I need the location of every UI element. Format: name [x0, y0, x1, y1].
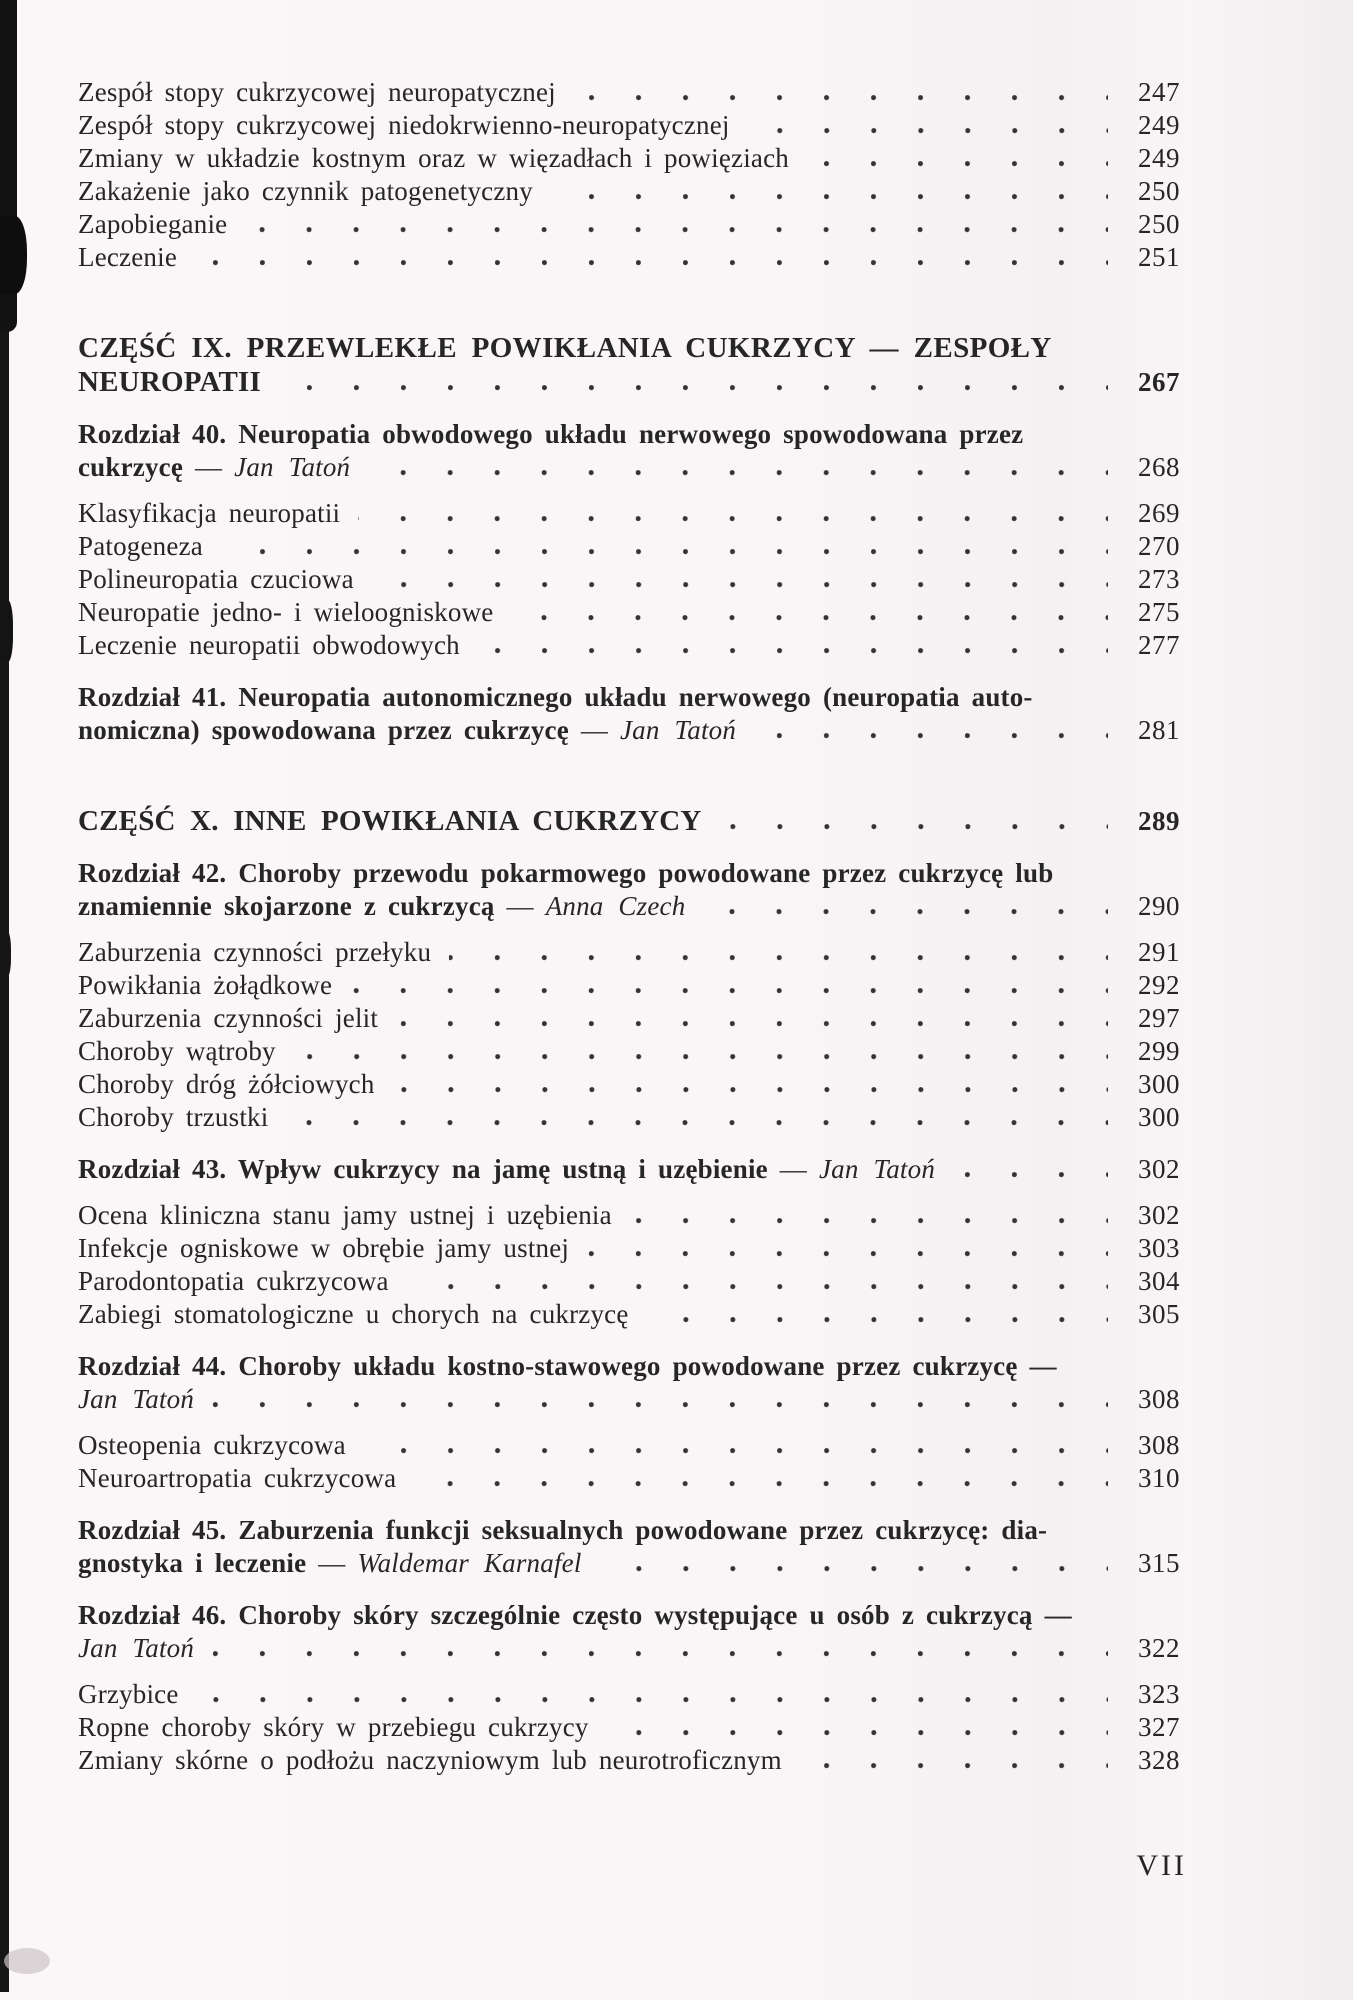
toc-page-number: 303: [1138, 1233, 1180, 1263]
dot-leader: [600, 1547, 1108, 1580]
dot-leader: [195, 241, 1108, 274]
toc-page-number: 275: [1138, 597, 1180, 627]
toc-item-group: [78, 1429, 1180, 1495]
toc-entry-text: Klasyfikacja neuropatii: [78, 498, 341, 528]
dot-leader: [197, 1678, 1108, 1711]
dot-leader: [279, 365, 1108, 399]
toc-page-number: 302: [1138, 1154, 1180, 1184]
dot-leader: [368, 451, 1108, 484]
toc-entry-text: Zmiany skórne o podłożu naczyniowym lub neurotroficznym: [78, 1745, 782, 1775]
table-of-contents: [78, 76, 1180, 1777]
toc-page-number: 308: [1138, 1430, 1180, 1460]
chapter-entry-text: Jan Tatoń: [78, 1384, 195, 1414]
chapter-entry-line: Rozdział 41. Neuropatia autonomicznego układu nerwowego (neuropatia auto-: [78, 682, 1033, 712]
toc-entry: [78, 142, 1180, 175]
toc-page-number: 308: [1138, 1384, 1180, 1414]
chapter-entry: [78, 1153, 1180, 1186]
chapter-entry: [78, 451, 1180, 484]
toc-entry: [78, 1462, 1180, 1495]
chapter-entry-text: Rozdział 43. Wpływ cukrzycy na jamę ustną i uzębienie: [78, 1154, 768, 1184]
toc-item-group: [78, 497, 1180, 662]
chapter-entry: [78, 1350, 1180, 1416]
chapter-entry-text: —: [494, 891, 546, 921]
toc-entry: [78, 629, 1180, 662]
toc-entry: [78, 109, 1180, 142]
dot-leader: [358, 497, 1108, 530]
toc-page-number: 277: [1138, 630, 1180, 660]
chapter-entry: [78, 418, 1180, 484]
toc-page-number: 310: [1138, 1463, 1180, 1493]
scan-smudge: [4, 1948, 50, 1974]
chapter-entry: [78, 1383, 1180, 1416]
chapter-entry-line: Rozdział 44. Choroby układu kostno-stawowego powodowane przez cukrzycę —: [78, 1351, 1057, 1381]
toc-entry: [78, 1199, 1180, 1232]
toc-entry-text: Powikłania żołądkowe: [78, 970, 333, 1000]
dot-leader: [393, 1068, 1108, 1101]
toc-page-number: 269: [1138, 498, 1180, 528]
chapter-entry: [78, 890, 1180, 923]
toc-entry: [78, 563, 1180, 596]
dot-leader: [286, 1101, 1108, 1134]
toc-entry: [78, 76, 1180, 109]
toc-entry: [78, 1429, 1180, 1462]
toc-page-number: 299: [1138, 1036, 1180, 1066]
toc-entry-text: Zapobieganie: [78, 209, 228, 239]
chapter-entry: [78, 681, 1180, 747]
dot-leader: [449, 936, 1108, 969]
chapter-entry: [78, 1514, 1180, 1580]
toc-entry-text: Neuropatie jedno- i wieloogniskowe: [78, 597, 494, 627]
chapter-entry-line: Rozdział 45. Zaburzenia funkcji seksualnych powodowane przez cukrzycę: dia-: [78, 1515, 1048, 1545]
toc-page-number: 289: [1138, 806, 1180, 836]
dot-leader: [953, 1153, 1108, 1186]
toc-page-number: 327: [1138, 1712, 1180, 1742]
chapter-entry: [78, 1547, 1180, 1580]
toc-page-number: 323: [1138, 1679, 1180, 1709]
toc-page-number: 291: [1138, 937, 1180, 967]
toc-page-number: 304: [1138, 1266, 1180, 1296]
toc-entry: [78, 175, 1180, 208]
toc-page-number: 322: [1138, 1633, 1180, 1663]
toc-entry-text: Ropne choroby skóry w przebiegu cukrzycy: [78, 1712, 589, 1742]
chapter-entry-text: cukrzycę: [78, 452, 184, 482]
chapter-entry-text: znamiennie skojarzone z cukrzycą: [78, 891, 495, 921]
toc-entry-text: Choroby trzustki: [78, 1102, 269, 1132]
toc-entry: [78, 1265, 1180, 1298]
toc-page-number: 268: [1138, 452, 1180, 482]
part-heading-text: CZĘŚĆ X. INNE POWIKŁANIA CUKRZYCY: [78, 805, 702, 837]
chapter-entry: [78, 1599, 1180, 1665]
toc-item-group: [78, 1199, 1180, 1331]
dot-leader: [212, 1632, 1108, 1665]
toc-entry: [78, 1711, 1180, 1744]
part-heading: [78, 804, 1180, 838]
chapter-entry-text: Jan Tatoń: [234, 452, 351, 482]
toc-entry-text: Choroby wątroby: [78, 1036, 276, 1066]
toc-page-number: 300: [1138, 1102, 1180, 1132]
chapter-entry-line: Rozdział 40. Neuropatia obwodowego układu nerwowego spowodowana przez: [78, 419, 1024, 449]
chapter-entry-text: —: [183, 452, 235, 482]
binding-shadow-blob: [0, 216, 27, 294]
toc-page-number: 292: [1138, 970, 1180, 1000]
toc-page-number: 251: [1138, 242, 1180, 272]
part-heading-text: NEUROPATII: [78, 366, 261, 398]
dot-leader: [748, 109, 1108, 142]
toc-entry-text: Zmiany w układzie kostnym oraz w więzadłach i powięziach: [78, 143, 789, 173]
toc-entry-text: Zespół stopy cukrzycowej neuropatycznej: [78, 77, 556, 107]
toc-entry: [78, 1101, 1180, 1134]
dot-leader: [414, 1462, 1108, 1495]
toc-page-number: 247: [1138, 77, 1180, 107]
dot-leader: [294, 1035, 1108, 1068]
dot-leader: [551, 175, 1108, 208]
part-heading: [78, 365, 1180, 399]
toc-entry-text: Ocena kliniczna stanu jamy ustnej i uzębienia: [78, 1200, 612, 1230]
toc-page-number: 249: [1138, 143, 1180, 173]
chapter-entry-text: Waldemar Karnafel: [357, 1548, 582, 1578]
toc-page-number: 273: [1138, 564, 1180, 594]
toc-page-number: 267: [1138, 367, 1180, 397]
toc-entry: [78, 1068, 1180, 1101]
toc-entry: [78, 596, 1180, 629]
dot-leader: [364, 1429, 1108, 1462]
toc-entry-text: Osteopenia cukrzycowa: [78, 1430, 346, 1460]
dot-leader: [587, 1232, 1108, 1265]
chapter-entry-line: Rozdział 46. Choroby skóry szczególnie często występujące u osób z cukrzycą —: [78, 1600, 1072, 1630]
dot-leader: [221, 530, 1108, 563]
toc-entry: [78, 1232, 1180, 1265]
toc-page-number: 328: [1138, 1745, 1180, 1775]
chapter-entry-text: Jan Tatoń: [620, 715, 737, 745]
chapter-entry: [78, 857, 1180, 923]
dot-leader: [630, 1199, 1108, 1232]
toc-item-group: [78, 1678, 1180, 1777]
chapter-entry-text: nomiczna) spowodowana przez cukrzycę: [78, 715, 569, 745]
toc-entry-text: Zabiegi stomatologiczne u chorych na cukrzycę: [78, 1299, 629, 1329]
binding-shadow-blob: [0, 930, 11, 978]
dot-leader: [372, 563, 1108, 596]
toc-page-number: 305: [1138, 1299, 1180, 1329]
toc-entry: [78, 936, 1180, 969]
toc-entry-text: Zespół stopy cukrzycowej niedokrwienno-neuropatycznej: [78, 110, 730, 140]
toc-page-number: 302: [1138, 1200, 1180, 1230]
toc-page-number: 250: [1138, 176, 1180, 206]
chapter-entry-text: Jan Tatoń: [818, 1154, 936, 1184]
page-number-folio: VII: [1136, 1849, 1187, 1882]
toc-entry-text: Patogeneza: [78, 531, 203, 561]
toc-entry: [78, 1744, 1180, 1777]
chapter-entry-text: gnostyka i leczenie: [78, 1548, 307, 1578]
dot-leader: [212, 1383, 1108, 1416]
dot-leader: [511, 596, 1108, 629]
toc-page-number: 281: [1138, 715, 1180, 745]
chapter-entry: [78, 1153, 1180, 1186]
toc-entry: [78, 497, 1180, 530]
toc-item-group: [78, 936, 1180, 1134]
toc-page-number: 249: [1138, 110, 1180, 140]
toc-page-number: 315: [1138, 1548, 1180, 1578]
dot-leader: [407, 1265, 1108, 1298]
toc-entry: [78, 1035, 1180, 1068]
toc-page-number: 290: [1138, 891, 1180, 921]
toc-entry: [78, 530, 1180, 563]
toc-page-number: 297: [1138, 1003, 1180, 1033]
part-heading: [78, 804, 1180, 838]
dot-leader: [754, 714, 1108, 747]
dot-leader: [350, 969, 1108, 1002]
toc-entry-text: Zaburzenia czynności jelit: [78, 1003, 379, 1033]
toc-entry-text: Choroby dróg żółciowych: [78, 1069, 375, 1099]
dot-leader: [396, 1002, 1108, 1035]
part-heading: [78, 331, 1180, 399]
toc-page-number: 300: [1138, 1069, 1180, 1099]
dot-leader: [800, 1744, 1108, 1777]
toc-entry-text: Polineuropatia czuciowa: [78, 564, 354, 594]
chapter-entry-text: —: [767, 1154, 819, 1184]
toc-entry-text: Infekcje ogniskowe w obrębie jamy ustnej: [78, 1233, 570, 1263]
toc-entry: [78, 1678, 1180, 1711]
toc-entry-text: Leczenie: [78, 242, 178, 272]
toc-entry-text: Zaburzenia czynności przełyku: [78, 937, 432, 967]
toc-entry: [78, 1002, 1180, 1035]
toc-item-group: [78, 76, 1180, 274]
dot-leader: [647, 1298, 1108, 1331]
dot-leader: [607, 1711, 1108, 1744]
dot-leader: [720, 804, 1108, 838]
toc-entry-text: Grzybice: [78, 1679, 179, 1709]
chapter-entry-line: Rozdział 42. Choroby przewodu pokarmowego powodowane przez cukrzycę lub: [78, 858, 1054, 888]
toc-page-number: 270: [1138, 531, 1180, 561]
chapter-entry-text: —: [568, 715, 620, 745]
chapter-entry-text: —: [306, 1548, 358, 1578]
toc-entry-text: Neuroartropatia cukrzycowa: [78, 1463, 397, 1493]
toc-entry: [78, 241, 1180, 274]
dot-leader: [478, 629, 1108, 662]
toc-entry: [78, 969, 1180, 1002]
chapter-entry: [78, 1632, 1180, 1665]
toc-entry-text: Leczenie neuropatii obwodowych: [78, 630, 460, 660]
chapter-entry-text: Jan Tatoń: [78, 1633, 195, 1663]
chapter-entry-text: Anna Czech: [545, 891, 686, 921]
dot-leader: [703, 890, 1108, 923]
toc-entry-text: Zakażenie jako czynnik patogenetyczny: [78, 176, 533, 206]
chapter-entry: [78, 714, 1180, 747]
dot-leader: [574, 76, 1108, 109]
part-heading-line: CZĘŚĆ IX. PRZEWLEKŁE POWIKŁANIA CUKRZYCY — ZESPOŁY: [78, 332, 1052, 364]
toc-entry: [78, 208, 1180, 241]
dot-leader: [807, 142, 1108, 175]
toc-entry-text: Parodontopatia cukrzycowa: [78, 1266, 389, 1296]
toc-page-number: 250: [1138, 209, 1180, 239]
toc-entry: [78, 1298, 1180, 1331]
binding-shadow-blob: [0, 600, 13, 662]
dot-leader: [245, 208, 1108, 241]
